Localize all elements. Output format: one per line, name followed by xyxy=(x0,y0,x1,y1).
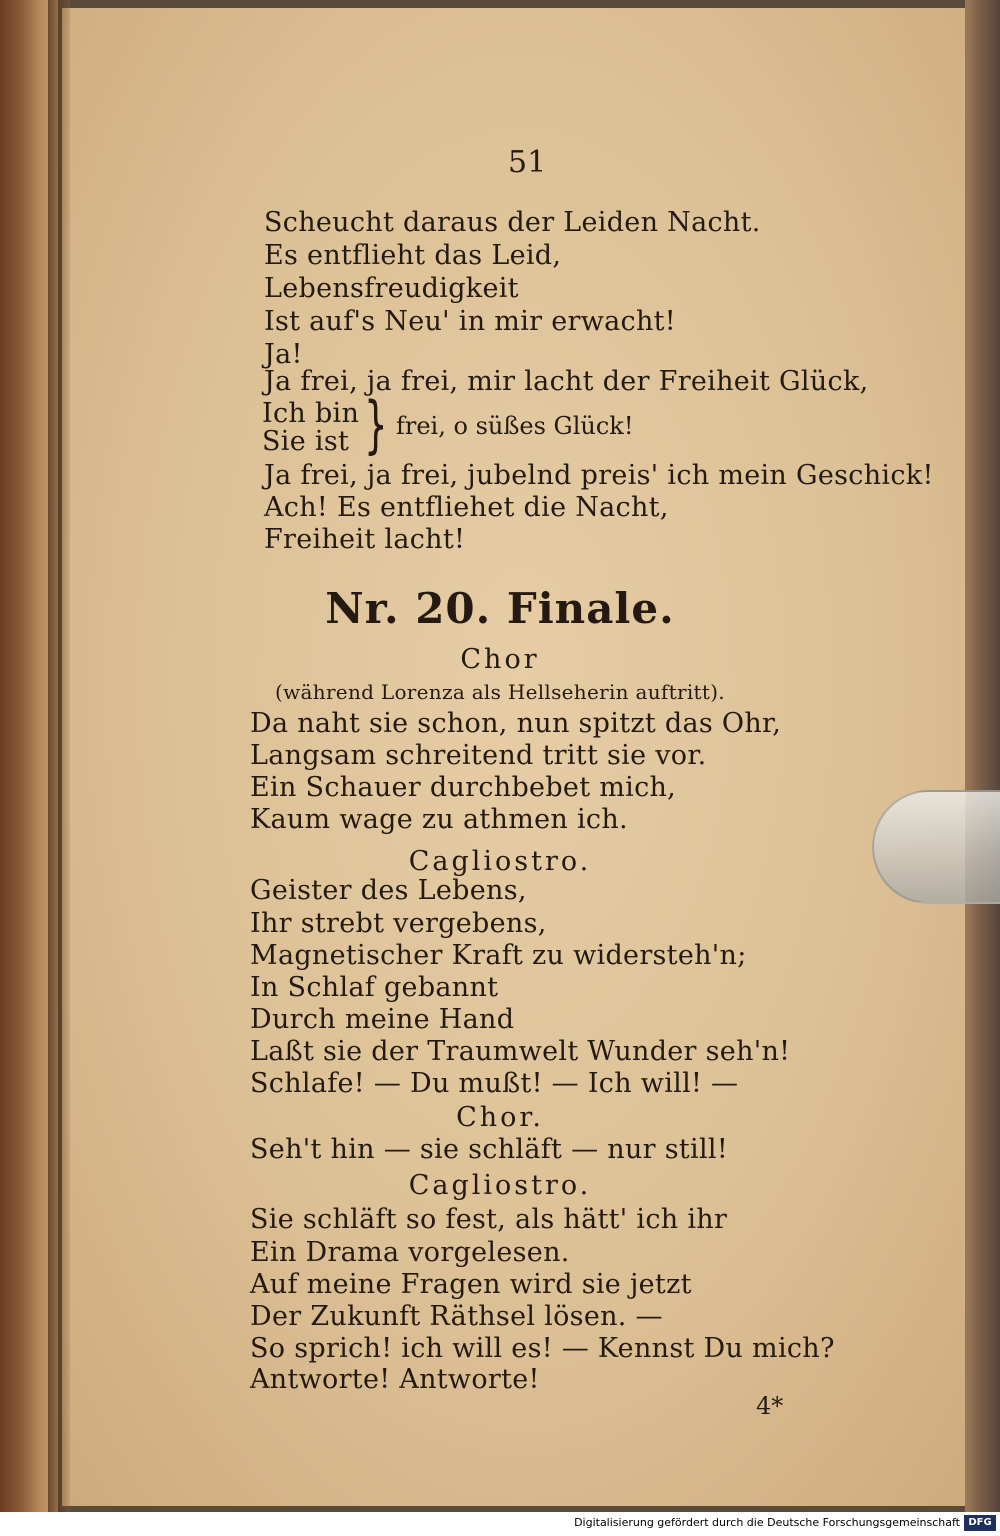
verse-line: Sie schläft so fest, als hätt' ich ihr xyxy=(250,1204,728,1235)
verse-line: Der Zukunft Räthsel lösen. — xyxy=(250,1301,663,1332)
funding-credit: Digitalisierung gefördert durch die Deutsche Forschungsgemeinschaft xyxy=(574,1516,960,1529)
brace-left-line: Sie ist xyxy=(262,426,350,457)
signature-mark: 4* xyxy=(756,1392,784,1420)
verse-line: Laßt sie der Traumwelt Wunder seh'n! xyxy=(250,1036,791,1067)
verse-line: Magnetischer Kraft zu widersteh'n; xyxy=(250,940,747,971)
speaker-name: Cagliostro. xyxy=(408,1170,592,1201)
brace-right-text: frei, o süßes Glück! xyxy=(396,412,634,440)
verse-line: Antworte! Antworte! xyxy=(250,1364,540,1395)
verse-line: In Schlaf gebannt xyxy=(250,972,499,1003)
verse-line: Ja! xyxy=(264,339,303,370)
verse-line: So sprich! ich will es! — Kennst Du mich? xyxy=(250,1333,835,1364)
verse-line: Geister des Lebens, xyxy=(250,875,527,906)
speaker-name: Chor. xyxy=(456,1102,544,1133)
verse-line: Ach! Es entfliehet die Nacht, xyxy=(264,492,669,523)
verse-line: Ihr strebt vergebens, xyxy=(250,908,547,939)
verse-line: Ist auf's Neu' in mir erwacht! xyxy=(264,306,676,337)
verse-line: Scheucht daraus der Leiden Nacht. xyxy=(264,207,761,238)
verse-line: Ein Drama vorgelesen. xyxy=(250,1237,570,1268)
verse-line: Lebensfreudigkeit xyxy=(264,273,519,304)
verse-line: Auf meine Fragen wird sie jetzt xyxy=(250,1269,692,1300)
footer-bar xyxy=(0,1512,1000,1536)
stage-direction: (während Lorenza als Hellseherin auftritt). xyxy=(275,680,725,704)
verse-line: Ja frei, ja frei, jubelnd preis' ich mein Geschick! xyxy=(264,460,934,491)
speaker-name: Chor xyxy=(460,644,540,675)
verse-line: Langsam schreitend tritt sie vor. xyxy=(250,740,707,771)
curly-brace: } xyxy=(364,388,388,461)
section-heading: Nr. 20. Finale. xyxy=(325,584,675,633)
speaker-name: Cagliostro. xyxy=(408,846,592,877)
verse-line: Es entflieht das Leid, xyxy=(264,240,562,271)
verse-line: Da naht sie schon, nun spitzt das Ohr, xyxy=(250,708,782,739)
verse-line: Freiheit lacht! xyxy=(264,524,466,555)
verse-line: Ein Schauer durchbebet mich, xyxy=(250,772,677,803)
page-number: 51 xyxy=(508,145,547,180)
verse-line: Kaum wage zu athmen ich. xyxy=(250,804,628,835)
verse-line: Durch meine Hand xyxy=(250,1004,515,1035)
verse-line: Schlafe! — Du mußt! — Ich will! — xyxy=(250,1068,739,1099)
verse-line: Ja frei, ja frei, mir lacht der Freiheit Glück, xyxy=(264,366,869,397)
dfg-logo: DFG xyxy=(964,1515,996,1531)
verse-line: Seh't hin — sie schläft — nur still! xyxy=(250,1134,728,1165)
brace-left-line: Ich bin xyxy=(262,398,360,429)
